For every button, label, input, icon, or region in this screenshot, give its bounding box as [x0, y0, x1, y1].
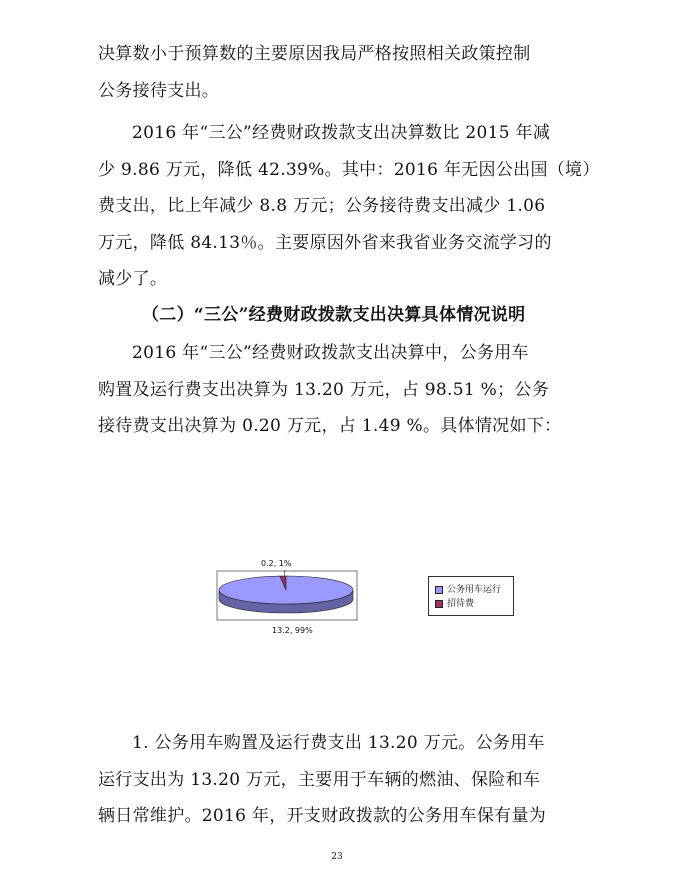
legend-swatch — [435, 600, 443, 608]
pie-slice-car — [219, 576, 353, 604]
text-line: 购置及运行费支出决算为 13.20 万元，占 98.51 %；公务 — [98, 379, 550, 400]
text-line: 万元，降低 84.13％。主要原因外省来我省业务交流学习的 — [98, 232, 552, 253]
text-line: 公务接待支出。 — [98, 80, 220, 101]
text-line: 减少了。 — [98, 269, 168, 289]
chart-legend — [428, 576, 514, 616]
legend-label: 公务用车运行 — [447, 585, 502, 595]
legend-item — [435, 584, 501, 596]
data-label-small: 0.2, 1% — [261, 559, 292, 568]
text-line: 2016 年“三公”经费财政拨款支出决算数比 2015 年减 — [132, 123, 551, 143]
legend-item — [435, 598, 474, 610]
text-line: 2016 年“三公”经费财政拨款支出决算中，公务用车 — [132, 343, 529, 363]
heading-text: （二）“三公”经费财政拨款支出决算具体情况说明 — [142, 305, 526, 325]
paragraph-4 — [98, 725, 578, 835]
text-line: 辆日常维护。2016 年，开支财政拨款的公务用车保有量为 — [98, 806, 547, 826]
text-line: 接待费支出决算为 0.20 万元，占 1.49 %。具体情况如下： — [98, 416, 562, 436]
pie-slices — [219, 570, 353, 613]
legend-swatch — [435, 586, 443, 594]
legend-label: 招待费 — [447, 599, 475, 609]
text-line: 少 9.86 万元，降低 42.39%。其中：2016 年无因公出国（境） — [98, 159, 600, 180]
data-label-large: 13.2, 99% — [272, 626, 313, 635]
text-line: 运行支出为 13.20 万元，主要用于车辆的燃油、保险和车 — [98, 769, 541, 790]
text-line: 决算数小于预算数的主要原因我局严格按照相关政策控制 — [98, 44, 531, 64]
text-line: 1. 公务用车购置及运行费支出 13.20 万元。公务用车 — [132, 733, 545, 753]
text-line: 费支出，比上年减少 8.8 万元；公务接待费支出减少 1.06 — [98, 196, 546, 216]
page-number: 23 — [331, 852, 343, 862]
